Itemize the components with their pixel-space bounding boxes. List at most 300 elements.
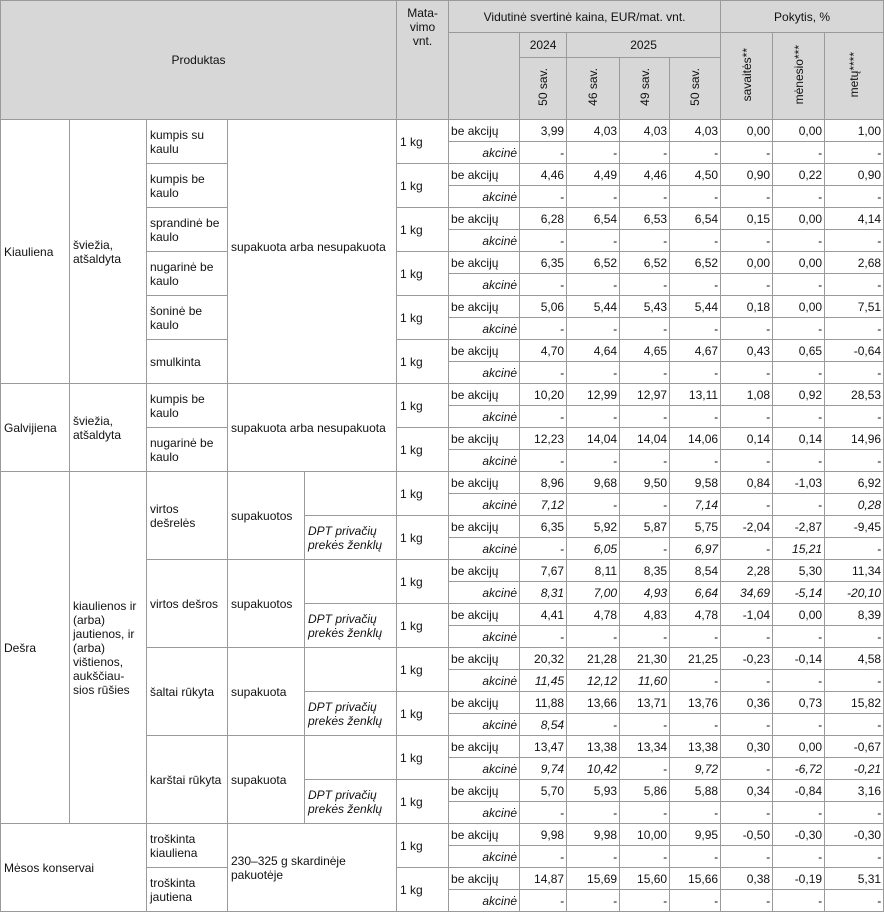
product-name: kumpis be kaulo <box>147 384 228 428</box>
price-value: 5,87 <box>620 516 670 538</box>
unit-cell: 1 kg <box>397 560 449 604</box>
change-value: 0,00 <box>773 120 825 142</box>
change-value: 0,00 <box>773 252 825 274</box>
unit-cell: 1 kg <box>397 296 449 340</box>
price-value: 6,54 <box>567 208 620 230</box>
price-value: 13,38 <box>670 736 721 758</box>
change-value: - <box>773 362 825 384</box>
price-value: 4,50 <box>670 164 721 186</box>
change-value: 4,58 <box>825 648 884 670</box>
price-value: 4,46 <box>620 164 670 186</box>
price-value: - <box>620 846 670 868</box>
price-value: 9,58 <box>670 472 721 494</box>
price-value: - <box>567 714 620 736</box>
price-value: 21,28 <box>567 648 620 670</box>
price-value: 4,78 <box>567 604 620 626</box>
change-value: 2,28 <box>721 560 773 582</box>
change-value: 1,00 <box>825 120 884 142</box>
unit-cell: 1 kg <box>397 428 449 472</box>
price-value: 4,41 <box>520 604 567 626</box>
price-value: 4,65 <box>620 340 670 362</box>
change-value: - <box>773 626 825 648</box>
change-value: - <box>721 186 773 208</box>
price-value: 5,70 <box>520 780 567 802</box>
price-value: - <box>670 802 721 824</box>
price-value: 8,54 <box>670 560 721 582</box>
desra-desc: kiaulienos ir (arba) jautienos, ir (arba) vištienos, aukščiau-sios rūšies <box>70 472 147 824</box>
change-value: - <box>721 406 773 428</box>
week-header: 50 sav. <box>520 58 567 120</box>
change-value: 0,90 <box>825 164 884 186</box>
price-type-be-akciju: be akcijų <box>449 164 520 186</box>
price-value: 6,05 <box>567 538 620 560</box>
price-type-be-akciju: be akcijų <box>449 736 520 758</box>
price-value: 9,98 <box>520 824 567 846</box>
price-value: 6,53 <box>620 208 670 230</box>
change-value: - <box>721 670 773 692</box>
price-value: 6,54 <box>670 208 721 230</box>
price-value: 6,52 <box>670 252 721 274</box>
price-value: - <box>670 670 721 692</box>
change-value: 0,90 <box>721 164 773 186</box>
change-value: 0,36 <box>721 692 773 714</box>
price-value: 4,03 <box>670 120 721 142</box>
change-value: 0,00 <box>773 208 825 230</box>
price-type-akcine: akcinė <box>449 758 520 780</box>
price-type-akcine: akcinė <box>449 450 520 472</box>
table-row <box>1 824 884 846</box>
price-value: - <box>520 274 567 296</box>
change-value: 6,92 <box>825 472 884 494</box>
change-value: - <box>721 230 773 252</box>
change-value: - <box>773 890 825 912</box>
desra-pack: supakuotos <box>228 560 305 648</box>
price-value: 8,54 <box>520 714 567 736</box>
price-value: - <box>620 802 670 824</box>
price-type-be-akciju: be akcijų <box>449 384 520 406</box>
price-value: 9,68 <box>567 472 620 494</box>
price-type-akcine: akcinė <box>449 890 520 912</box>
change-value: -2,04 <box>721 516 773 538</box>
change-value: - <box>825 274 884 296</box>
change-week-header: savaitės** <box>721 33 773 120</box>
price-value: 3,99 <box>520 120 567 142</box>
change-value: 3,16 <box>825 780 884 802</box>
price-value: - <box>670 890 721 912</box>
price-value: 14,87 <box>520 868 567 890</box>
change-value: 15,82 <box>825 692 884 714</box>
desra-pack: supakuotos <box>228 472 305 560</box>
price-value: 13,47 <box>520 736 567 758</box>
change-value: - <box>721 538 773 560</box>
table-row <box>1 384 884 406</box>
price-type-be-akciju: be akcijų <box>449 296 520 318</box>
change-value: - <box>773 318 825 340</box>
price-type-akcine: akcinė <box>449 494 520 516</box>
change-value: 14,96 <box>825 428 884 450</box>
price-value: 13,38 <box>567 736 620 758</box>
unit-cell: 1 kg <box>397 516 449 560</box>
change-value: 4,14 <box>825 208 884 230</box>
price-value: 4,49 <box>567 164 620 186</box>
change-value: - <box>825 890 884 912</box>
price-type-akcine: akcinė <box>449 406 520 428</box>
change-value: - <box>773 186 825 208</box>
price-type-header-blank <box>449 33 520 120</box>
change-value: 5,31 <box>825 868 884 890</box>
change-value: 8,39 <box>825 604 884 626</box>
change-value: - <box>825 670 884 692</box>
change-value: -1,03 <box>773 472 825 494</box>
change-value: - <box>773 802 825 824</box>
change-value: - <box>721 318 773 340</box>
price-type-be-akciju: be akcijų <box>449 428 520 450</box>
product-name: nugarinė be kaulo <box>147 428 228 472</box>
price-value: 14,04 <box>620 428 670 450</box>
unit-cell: 1 kg <box>397 208 449 252</box>
unit-cell: 1 kg <box>397 340 449 384</box>
unit-cell: 1 kg <box>397 868 449 912</box>
price-value: - <box>567 362 620 384</box>
price-group-header: Vidutinė svertinė kaina, EUR/mat. vnt. <box>449 1 721 33</box>
change-value: -0,23 <box>721 648 773 670</box>
price-value: 6,64 <box>670 582 721 604</box>
price-value: 11,45 <box>520 670 567 692</box>
price-type-akcine: akcinė <box>449 670 520 692</box>
price-value: 5,86 <box>620 780 670 802</box>
desra-pack: supakuota <box>228 648 305 736</box>
price-value: - <box>670 230 721 252</box>
subtype-blank <box>305 472 397 516</box>
unit-cell: 1 kg <box>397 604 449 648</box>
change-value: - <box>721 362 773 384</box>
dpt-label: DPT privačių prekės ženklų <box>305 780 397 824</box>
price-value: 6,52 <box>567 252 620 274</box>
table-row <box>1 120 884 142</box>
change-value: - <box>825 406 884 428</box>
change-value: - <box>721 846 773 868</box>
price-value: 9,98 <box>567 824 620 846</box>
price-value: 21,30 <box>620 648 670 670</box>
price-type-akcine: akcinė <box>449 714 520 736</box>
price-value: 8,35 <box>620 560 670 582</box>
change-value: 2,68 <box>825 252 884 274</box>
unit-header: Mata-vimo vnt. <box>397 1 449 120</box>
price-value: 9,50 <box>620 472 670 494</box>
price-value: - <box>567 318 620 340</box>
change-value: -0,84 <box>773 780 825 802</box>
price-value: - <box>520 890 567 912</box>
konservai-pack: 230–325 g skardinėje pakuotėje <box>228 824 397 912</box>
unit-cell: 1 kg <box>397 472 449 516</box>
price-type-be-akciju: be akcijų <box>449 824 520 846</box>
price-type-be-akciju: be akcijų <box>449 516 520 538</box>
galvijiena-state: šviežia, atšaldyta <box>70 384 147 472</box>
price-value: 13,66 <box>567 692 620 714</box>
price-value: 12,97 <box>620 384 670 406</box>
price-type-akcine: akcinė <box>449 626 520 648</box>
price-value: 21,25 <box>670 648 721 670</box>
price-value: - <box>670 142 721 164</box>
price-type-be-akciju: be akcijų <box>449 472 520 494</box>
price-value: - <box>670 846 721 868</box>
price-value: - <box>620 890 670 912</box>
price-value: - <box>620 230 670 252</box>
change-value: - <box>721 274 773 296</box>
price-type-be-akciju: be akcijų <box>449 252 520 274</box>
change-value: -6,72 <box>773 758 825 780</box>
price-value: - <box>670 626 721 648</box>
change-value: 1,08 <box>721 384 773 406</box>
price-value: 15,69 <box>567 868 620 890</box>
change-value: 7,51 <box>825 296 884 318</box>
change-value: - <box>773 142 825 164</box>
product-name: kumpis su kaulu <box>147 120 228 164</box>
change-value: -0,50 <box>721 824 773 846</box>
price-value: - <box>670 362 721 384</box>
change-value: 0,00 <box>721 252 773 274</box>
price-value: 15,66 <box>670 868 721 890</box>
change-value: -2,87 <box>773 516 825 538</box>
price-value: - <box>520 362 567 384</box>
change-value: -0,19 <box>773 868 825 890</box>
price-type-akcine: akcinė <box>449 538 520 560</box>
product-name: troškinta kiauliena <box>147 824 228 868</box>
price-value: - <box>567 494 620 516</box>
change-value: 15,21 <box>773 538 825 560</box>
price-value: - <box>620 274 670 296</box>
price-value: 5,43 <box>620 296 670 318</box>
change-value: - <box>721 626 773 648</box>
change-value: - <box>825 362 884 384</box>
price-value: 5,92 <box>567 516 620 538</box>
price-type-akcine: akcinė <box>449 362 520 384</box>
change-value: 0,28 <box>825 494 884 516</box>
price-value: - <box>620 362 670 384</box>
change-value: - <box>773 494 825 516</box>
galvijiena-pack: supakuota arba nesupakuota <box>228 384 397 472</box>
change-value: - <box>825 714 884 736</box>
change-value: 0,14 <box>773 428 825 450</box>
unit-cell: 1 kg <box>397 824 449 868</box>
price-value: 4,03 <box>620 120 670 142</box>
kiauliena-state: šviežia, atšaldyta <box>70 120 147 384</box>
price-value: 9,95 <box>670 824 721 846</box>
price-value: 5,06 <box>520 296 567 318</box>
kiauliena-pack: supakuota arba nesupakuota <box>228 120 397 384</box>
product-name: troškinta jautiena <box>147 868 228 912</box>
price-value: 14,04 <box>567 428 620 450</box>
table-body <box>1 120 884 912</box>
price-value: - <box>670 274 721 296</box>
price-value: 5,44 <box>567 296 620 318</box>
subtype-blank <box>305 736 397 780</box>
change-value: 0,00 <box>773 296 825 318</box>
change-value: - <box>773 714 825 736</box>
price-value: - <box>670 450 721 472</box>
change-value: -0,30 <box>773 824 825 846</box>
change-year-header: metų**** <box>825 33 884 120</box>
price-value: 10,20 <box>520 384 567 406</box>
change-value: 0,14 <box>721 428 773 450</box>
change-value: - <box>825 846 884 868</box>
price-value: - <box>620 406 670 428</box>
price-value: - <box>567 142 620 164</box>
change-value: - <box>773 230 825 252</box>
price-value: - <box>620 494 670 516</box>
price-value: 7,12 <box>520 494 567 516</box>
price-value: 4,46 <box>520 164 567 186</box>
price-value: - <box>520 186 567 208</box>
price-value: 4,83 <box>620 604 670 626</box>
product-name: virtos dešrelės <box>147 472 228 560</box>
price-value: - <box>567 274 620 296</box>
subtype-blank <box>305 560 397 604</box>
change-value: - <box>773 274 825 296</box>
price-value: 6,35 <box>520 252 567 274</box>
change-value: - <box>721 494 773 516</box>
price-value: 6,35 <box>520 516 567 538</box>
change-value: 0,43 <box>721 340 773 362</box>
week-header: 50 sav. <box>670 58 721 120</box>
change-value: -1,04 <box>721 604 773 626</box>
change-value: - <box>773 846 825 868</box>
price-type-akcine: akcinė <box>449 142 520 164</box>
change-group-header: Pokytis, % <box>721 1 884 33</box>
price-value: 13,76 <box>670 692 721 714</box>
price-type-akcine: akcinė <box>449 274 520 296</box>
price-value: - <box>567 406 620 428</box>
change-month-header: mėnesio*** <box>773 33 825 120</box>
change-value: 0,65 <box>773 340 825 362</box>
price-value: - <box>620 186 670 208</box>
price-value: - <box>520 846 567 868</box>
price-value: - <box>567 802 620 824</box>
change-value: - <box>825 538 884 560</box>
change-value: - <box>721 450 773 472</box>
price-type-akcine: akcinė <box>449 802 520 824</box>
year-2025-header: 2025 <box>567 33 721 58</box>
unit-cell: 1 kg <box>397 252 449 296</box>
product-name: šaltai rūkyta <box>147 648 228 736</box>
unit-cell: 1 kg <box>397 384 449 428</box>
change-value: -0,64 <box>825 340 884 362</box>
price-value: 12,99 <box>567 384 620 406</box>
price-type-be-akciju: be akcijų <box>449 340 520 362</box>
section-galvijiena: Galvijiena <box>1 384 70 472</box>
table-row <box>1 472 884 494</box>
price-value: - <box>620 142 670 164</box>
price-value: 5,44 <box>670 296 721 318</box>
price-type-akcine: akcinė <box>449 230 520 252</box>
change-value: -0,67 <box>825 736 884 758</box>
change-value: - <box>825 318 884 340</box>
price-value: - <box>520 142 567 164</box>
price-type-akcine: akcinė <box>449 582 520 604</box>
change-value: - <box>825 802 884 824</box>
price-type-be-akciju: be akcijų <box>449 208 520 230</box>
price-value: 8,96 <box>520 472 567 494</box>
price-type-be-akciju: be akcijų <box>449 604 520 626</box>
price-value: 14,06 <box>670 428 721 450</box>
change-value: - <box>721 890 773 912</box>
dpt-label: DPT privačių prekės ženklų <box>305 692 397 736</box>
price-type-be-akciju: be akcijų <box>449 120 520 142</box>
price-value: 10,00 <box>620 824 670 846</box>
unit-cell: 1 kg <box>397 692 449 736</box>
price-value: 6,52 <box>620 252 670 274</box>
price-value: 6,97 <box>670 538 721 560</box>
product-name: karštai rūkyta <box>147 736 228 824</box>
change-value: - <box>773 450 825 472</box>
change-value: - <box>825 142 884 164</box>
week-header: 49 sav. <box>620 58 670 120</box>
product-name: virtos dešros <box>147 560 228 648</box>
price-value: 13,71 <box>620 692 670 714</box>
unit-cell: 1 kg <box>397 780 449 824</box>
price-value: 4,03 <box>567 120 620 142</box>
price-type-be-akciju: be akcijų <box>449 780 520 802</box>
price-value: 7,67 <box>520 560 567 582</box>
price-value: 13,11 <box>670 384 721 406</box>
price-value: - <box>567 846 620 868</box>
price-value: 10,42 <box>567 758 620 780</box>
change-value: 5,30 <box>773 560 825 582</box>
price-value: 7,00 <box>567 582 620 604</box>
price-type-akcine: akcinė <box>449 318 520 340</box>
change-value: 0,00 <box>773 736 825 758</box>
price-value: 9,74 <box>520 758 567 780</box>
change-value: 0,84 <box>721 472 773 494</box>
price-value: - <box>620 626 670 648</box>
price-value: - <box>620 538 670 560</box>
price-value: 5,88 <box>670 780 721 802</box>
price-value: 4,93 <box>620 582 670 604</box>
price-value: 5,93 <box>567 780 620 802</box>
price-value: 6,28 <box>520 208 567 230</box>
price-value: 15,60 <box>620 868 670 890</box>
change-value: 0,22 <box>773 164 825 186</box>
price-value: 11,60 <box>620 670 670 692</box>
price-value: 9,72 <box>670 758 721 780</box>
change-value: 34,69 <box>721 582 773 604</box>
change-value: 0,38 <box>721 868 773 890</box>
week-header: 46 sav. <box>567 58 620 120</box>
change-value: - <box>721 758 773 780</box>
product-name: sprandinė be kaulo <box>147 208 228 252</box>
price-type-be-akciju: be akcijų <box>449 560 520 582</box>
price-value: - <box>620 450 670 472</box>
price-value: 4,78 <box>670 604 721 626</box>
section-konservai: Mėsos konservai <box>1 824 147 912</box>
price-value: - <box>670 318 721 340</box>
price-value: 11,88 <box>520 692 567 714</box>
change-value: 0,18 <box>721 296 773 318</box>
price-value: - <box>567 186 620 208</box>
price-value: 12,12 <box>567 670 620 692</box>
price-value: - <box>670 406 721 428</box>
price-value: 7,14 <box>670 494 721 516</box>
change-value: - <box>825 230 884 252</box>
desra-pack: supakuota <box>228 736 305 824</box>
price-type-be-akciju: be akcijų <box>449 692 520 714</box>
change-value: 0,00 <box>773 604 825 626</box>
change-value: - <box>825 186 884 208</box>
price-value: - <box>620 714 670 736</box>
unit-cell: 1 kg <box>397 736 449 780</box>
dpt-label: DPT privačių prekės ženklų <box>305 604 397 648</box>
change-value: - <box>773 670 825 692</box>
